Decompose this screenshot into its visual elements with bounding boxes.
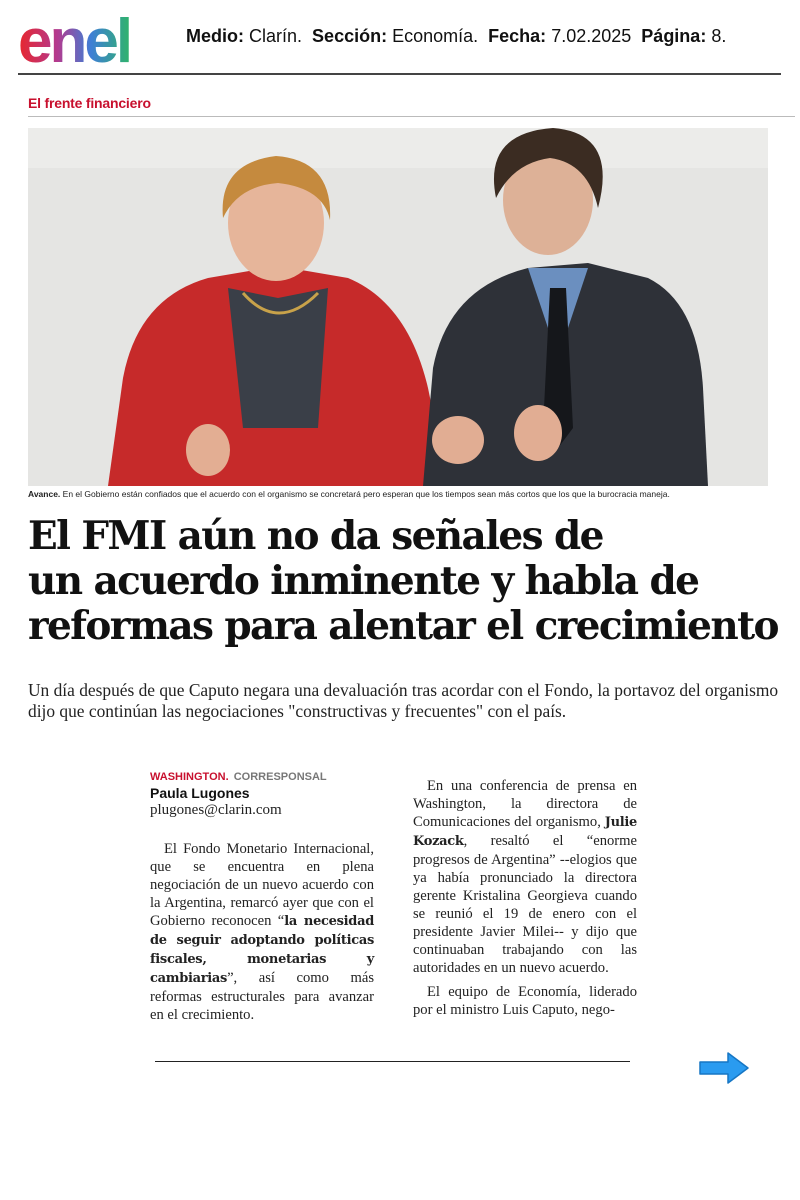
body-paragraph-2 bbox=[413, 777, 637, 977]
headline-line-2: un acuerdo inminente y habla de bbox=[28, 558, 699, 604]
byline bbox=[150, 765, 390, 819]
pagina-label: Página: bbox=[641, 26, 707, 46]
section-divider bbox=[28, 116, 795, 117]
p2-text-b: , resaltó el “enorme progresos de Argentina” --elogios que ya había pronunciado la directora gerente Kristalina Georgieva cuando se reunió el 19 de enero con el presidente Javier Milei-- y dijo que continuaban trabajando con las autoridades en un nuevo acuerdo. bbox=[413, 833, 637, 976]
meta-line bbox=[186, 26, 726, 47]
byline-role: CORRESPONSAL bbox=[233, 771, 327, 783]
logo-text: enel bbox=[18, 8, 131, 68]
pagina-value: 8. bbox=[711, 26, 727, 46]
body-paragraph-3: El equipo de Economía, liderado por el ministro Luis Caputo, nego- bbox=[413, 984, 637, 1018]
p1-bold: la necesidad de seguir adoptando políticas fiscales, monetarias y cambiarias bbox=[150, 914, 375, 986]
medio-label: Medio: bbox=[186, 26, 244, 46]
author-email: plugones@clarin.com bbox=[150, 802, 282, 818]
photo-caption bbox=[28, 489, 768, 499]
medio-value: Clarín. bbox=[249, 26, 303, 46]
byline-location: WASHINGTON. bbox=[150, 771, 229, 783]
section-title: El frente financiero bbox=[28, 95, 151, 111]
page-header bbox=[0, 0, 800, 75]
p1-text-b: ”, así como más reformas estructurales para avanzar en el crecimiento. bbox=[150, 970, 374, 1023]
seccion-label: Sección: bbox=[312, 26, 388, 46]
enel-logo bbox=[18, 8, 170, 68]
photo-illustration bbox=[28, 128, 768, 486]
header-divider bbox=[18, 73, 781, 75]
headline-line-1: El FMI aún no da señales de bbox=[28, 513, 603, 559]
right-arrow-icon[interactable] bbox=[698, 1051, 750, 1085]
caption-text: En el Gobierno están confiados que el acuerdo con el organismo se concretará pero esperan que los tiempos sean más cortos que los que la burocracia maneja. bbox=[60, 489, 670, 499]
fecha-label: Fecha: bbox=[488, 26, 547, 46]
body-paragraph-1 bbox=[150, 840, 374, 1024]
article-photo bbox=[28, 128, 768, 486]
p1-text-a: El Fondo Monetario Internacional, que se encuentra en plena negociación de un nuevo acuerdo con la Argentina, remarcó ayer que con el Gobierno reconocen “ bbox=[150, 841, 374, 929]
bottom-divider bbox=[155, 1061, 630, 1062]
seccion-value: Economía. bbox=[392, 26, 479, 46]
p2-bold: Julie Kozack bbox=[413, 815, 637, 849]
author-name: Paula Lugones bbox=[150, 785, 250, 801]
article-headline bbox=[28, 514, 788, 649]
headline-line-3: reformas para alentar el crecimiento bbox=[28, 603, 778, 649]
article-dek: Un día después de que Caputo negara una devaluación tras acordar con el Fondo, la portavoz del organismo dijo que continúan las negociaciones "constructivas y frecuentes" con el país. bbox=[28, 680, 779, 721]
caption-lead: Avance. bbox=[28, 489, 61, 499]
fecha-value: 7.02.2025 bbox=[551, 26, 632, 46]
p2-text-a: En una conferencia de prensa en Washington, la directora de Comunicaciones del organismo, bbox=[413, 778, 637, 830]
